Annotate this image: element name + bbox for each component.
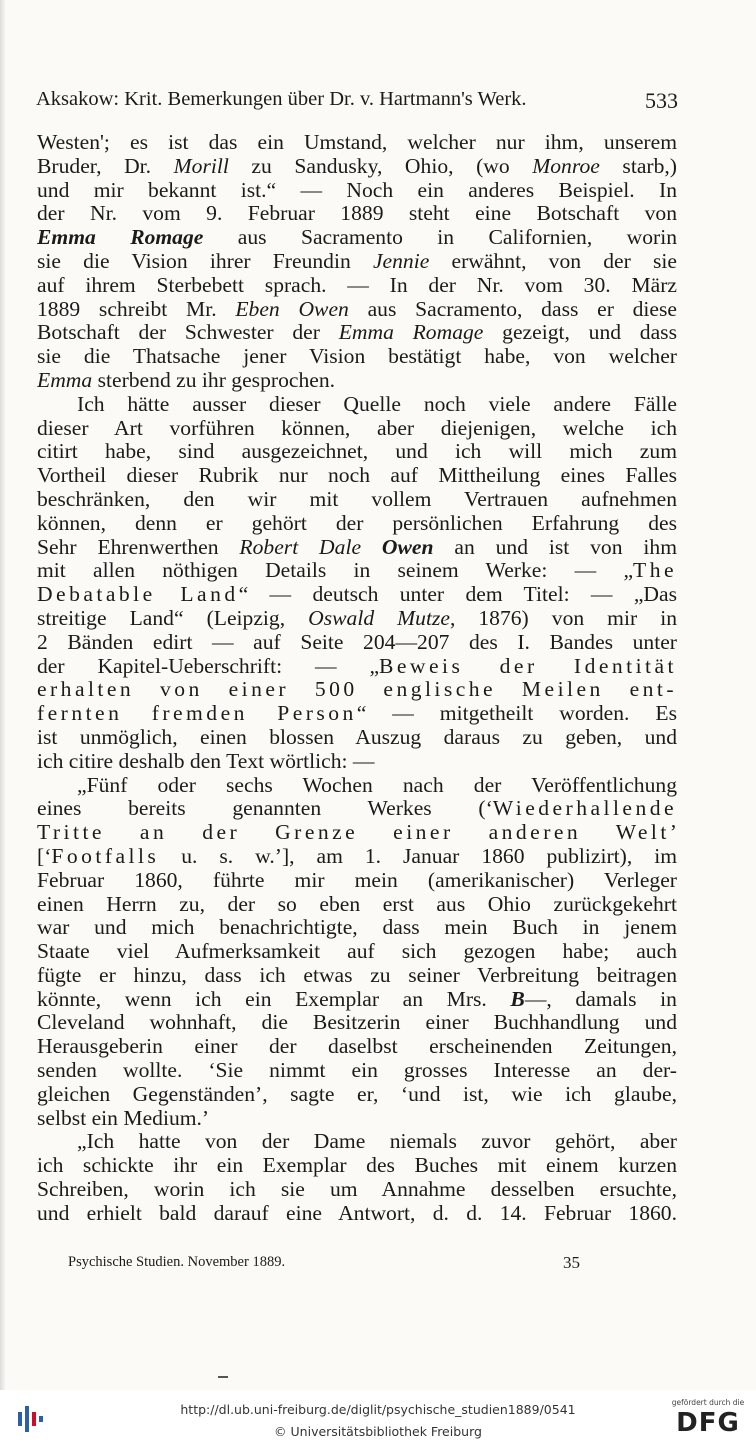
text-line xyxy=(37,1011,677,1035)
text-run: —, damals in xyxy=(524,987,677,1011)
text-run: könnte, wenn ich ein Exemplar an Mrs. xyxy=(37,987,511,1011)
text-run: erwähnt, von der sie xyxy=(429,249,677,273)
text-run: “ — deutsch unter dem Titel: — „Das xyxy=(238,583,677,607)
text-run: Westen'; es ist das ein Umstand, welcher nur ihm, unserem xyxy=(37,131,677,154)
text-line xyxy=(37,179,677,203)
spaced-emphasis: Beweis der Identität xyxy=(379,654,677,678)
library-footer-bar xyxy=(0,1390,756,1448)
text-line xyxy=(37,750,677,774)
italic-name: Monroe xyxy=(532,154,600,178)
text-line xyxy=(37,1083,677,1107)
text-run: zu Sandusky, Ohio, (wo xyxy=(228,154,533,178)
italic-name: B xyxy=(510,987,525,1011)
text-run: auf ihrem Sterbebett sprach. — In der Nr. vom 30. März xyxy=(37,273,677,297)
text-line xyxy=(37,536,677,560)
body-text xyxy=(37,131,677,1226)
text-run: streitige Land“ (Leipzig, xyxy=(37,606,309,630)
text-run: aus Sacramento, dass er diese xyxy=(348,297,677,321)
text-run: starb,) xyxy=(599,154,677,178)
text-run: [‘ xyxy=(37,844,52,868)
text-run: ist unmöglich, einen blossen Auszug daraus zu geben, und xyxy=(37,725,677,749)
text-run: Februar 1860, führte mir mein (amerikanischer) Verleger xyxy=(37,868,677,892)
text-line xyxy=(37,845,677,869)
italic-name: Oswald Mutze xyxy=(308,606,450,630)
italic-name: Morill xyxy=(173,154,229,178)
text-run: ich schickte ihr ein Exemplar des Buches mit einem kurzen xyxy=(37,1154,677,1178)
italic-name: Eben Owen xyxy=(235,297,349,321)
text-run: 2 Bänden edirt — auf Seite 204—207 des I. Bandes unter xyxy=(37,630,677,654)
text-line xyxy=(37,1059,677,1083)
page-footer xyxy=(68,1254,580,1274)
text-run: selbst ein Medium.’ xyxy=(37,1106,210,1130)
permalink-url[interactable]: http://dl.ub.uni-freiburg.de/diglit/psychische_studien1889/0541 xyxy=(180,1402,576,1417)
text-run: sie die Thatsache jener Vision bestätigt habe, von welcher xyxy=(37,345,677,369)
text-run: Cleveland wohnhaft, die Besitzerin einer Buchhandlung und xyxy=(37,1011,677,1035)
text-line xyxy=(37,369,677,393)
italic-name: Emma Romage xyxy=(37,226,204,250)
text-line xyxy=(37,1130,677,1154)
text-line xyxy=(37,226,677,250)
spaced-emphasis: Wiederhallende xyxy=(492,797,677,821)
text-run: Vortheil dieser Rubrik nur noch auf Mittheilung eines Falles xyxy=(37,464,677,488)
italic-name: Jennie xyxy=(372,249,430,273)
text-run: Schreiben, worin ich sie um Annahme desselben ersuchte, xyxy=(37,1178,677,1202)
dfg-logo: DFG xyxy=(676,1408,740,1438)
spaced-emphasis: erhalten von einer 500 englische Meilen ent- xyxy=(37,678,677,702)
text-line xyxy=(37,797,677,821)
text-line xyxy=(37,583,677,607)
text-line xyxy=(37,393,677,417)
text-line xyxy=(37,869,677,893)
spaced-emphasis: Tritte an der Grenze einer anderen Welt xyxy=(37,821,670,845)
header-title: Aksakow: Krit. Bemerkungen über Dr. v. Hartmann's Werk. xyxy=(36,88,527,110)
text-run: ’ xyxy=(669,821,677,845)
spaced-emphasis: Debatable Land xyxy=(37,583,239,607)
running-header xyxy=(36,88,678,114)
text-line xyxy=(37,726,677,750)
text-line xyxy=(37,488,677,512)
text-line xyxy=(37,702,677,726)
text-line xyxy=(37,155,677,179)
text-line xyxy=(37,964,677,988)
text-run: ich citire deshalb den Text wörtlich: — xyxy=(37,749,375,773)
text-line xyxy=(37,631,677,655)
text-line xyxy=(37,321,677,345)
italic-name: Robert Dale xyxy=(239,535,382,559)
text-line xyxy=(37,512,677,536)
text-run: gleichen Gegenständen’, sagte er, ‘und ist, wie ich glaube, xyxy=(37,1082,677,1106)
text-run: 1889 schreibt Mr. xyxy=(37,297,236,321)
text-line xyxy=(37,464,677,488)
signature-mark: 35 xyxy=(563,1253,580,1272)
text-run: Sehr Ehrenwerthen xyxy=(37,535,240,559)
text-run: fügte er hinzu, dass ich etwas zu seiner Verbreitung beitragen xyxy=(37,963,677,987)
text-run: senden wollte. ‘Sie nimmt ein grosses Interesse an der- xyxy=(37,1059,677,1083)
text-run: und erhielt bald darauf eine Antwort, d. d. 14. Februar 1860. xyxy=(37,1201,677,1225)
italic-name: Owen xyxy=(381,535,434,559)
text-run: gezeigt, und dass xyxy=(483,321,677,345)
text-line xyxy=(37,345,677,369)
text-line xyxy=(37,988,677,1012)
text-line xyxy=(37,559,677,583)
text-line xyxy=(37,298,677,322)
text-run: war und mich benachrichtigte, dass mein Buch in jenem xyxy=(37,916,677,940)
text-line xyxy=(37,440,677,464)
spaced-emphasis: fernten fremden Person xyxy=(37,702,357,726)
text-run: beschränken, den wir mit vollem Vertrauen aufnehmen xyxy=(37,487,677,511)
page-number: 533 xyxy=(645,88,678,113)
text-run: Herausgeberin einer der daselbst erscheinenden Zeitungen, xyxy=(37,1035,677,1059)
text-line xyxy=(37,274,677,298)
text-run: u. s. w.’], am 1. Januar 1860 publizirt), im xyxy=(159,844,677,868)
text-line xyxy=(37,131,677,155)
text-run: Bruder, Dr. xyxy=(37,154,174,178)
text-run: mit allen nöthigen Details in seinem Werke: — „ xyxy=(37,559,634,583)
text-run: und mir bekannt ist.“ — Noch ein anderes Beispiel. In xyxy=(37,178,677,202)
spaced-emphasis: The xyxy=(633,559,677,583)
text-line xyxy=(37,821,677,845)
text-line xyxy=(37,1202,677,1226)
text-run: citirt habe, sind ausgezeichnet, und ich will mich zum xyxy=(37,440,677,464)
stray-mark xyxy=(218,1376,228,1378)
text-run: eines bereits genannten Werkes (‘ xyxy=(37,797,493,821)
text-run: Ich hätte ausser dieser Quelle noch viele andere Fälle xyxy=(77,392,677,416)
text-line xyxy=(37,202,677,226)
spaced-emphasis: Footfalls xyxy=(51,844,160,868)
italic-name: Emma Romage xyxy=(338,321,484,345)
text-run: der Kapitel-Ueberschrift: — „ xyxy=(37,654,380,678)
text-run: können, denn er gehört der persönlichen Erfahrung des xyxy=(37,511,677,535)
text-line xyxy=(37,678,677,702)
footer-journal: Psychische Studien. November 1889. xyxy=(68,1254,286,1270)
text-line xyxy=(37,893,677,917)
text-run: „Ich hatte von der Dame niemals zuvor gehört, aber xyxy=(77,1130,677,1154)
text-line xyxy=(37,940,677,964)
text-run: einen Herrn zu, der so eben erst aus Ohio zurückgekehrt xyxy=(37,892,677,916)
text-line xyxy=(37,607,677,631)
text-run: sterbend zu ihr gesprochen. xyxy=(92,368,336,392)
text-run: an und ist von ihm xyxy=(433,535,677,559)
text-run: “ — mitgetheilt worden. Es xyxy=(356,702,677,726)
text-line xyxy=(37,250,677,274)
copyright-notice: © Universitätsbibliothek Freiburg xyxy=(274,1424,482,1439)
text-line xyxy=(37,1154,677,1178)
text-run: , 1876) von mir in xyxy=(449,606,677,630)
text-line xyxy=(37,1178,677,1202)
text-run: der Nr. vom 9. Februar 1889 steht eine Botschaft von xyxy=(37,202,677,226)
text-run: Staate viel Aufmerksamkeit auf sich gezogen habe; auch xyxy=(37,940,677,964)
text-line xyxy=(37,1107,677,1131)
text-run: sie die Vision ihrer Freundin xyxy=(37,249,373,273)
text-run: dieser Art vorführen können, aber diejenigen, welche ich xyxy=(37,416,677,440)
text-line xyxy=(37,1035,677,1059)
dfg-caption: gefördert durch die xyxy=(671,1398,745,1407)
italic-name: Emma xyxy=(37,368,93,392)
text-line xyxy=(37,916,677,940)
text-run: aus Sacramento in Californien, worin xyxy=(203,226,677,250)
text-line xyxy=(37,417,677,441)
text-run: Botschaft der Schwester der xyxy=(37,321,339,345)
text-line xyxy=(37,655,677,679)
text-run: „Fünf oder sechs Wochen nach der Veröffentlichung xyxy=(77,773,677,797)
text-line xyxy=(37,774,677,798)
